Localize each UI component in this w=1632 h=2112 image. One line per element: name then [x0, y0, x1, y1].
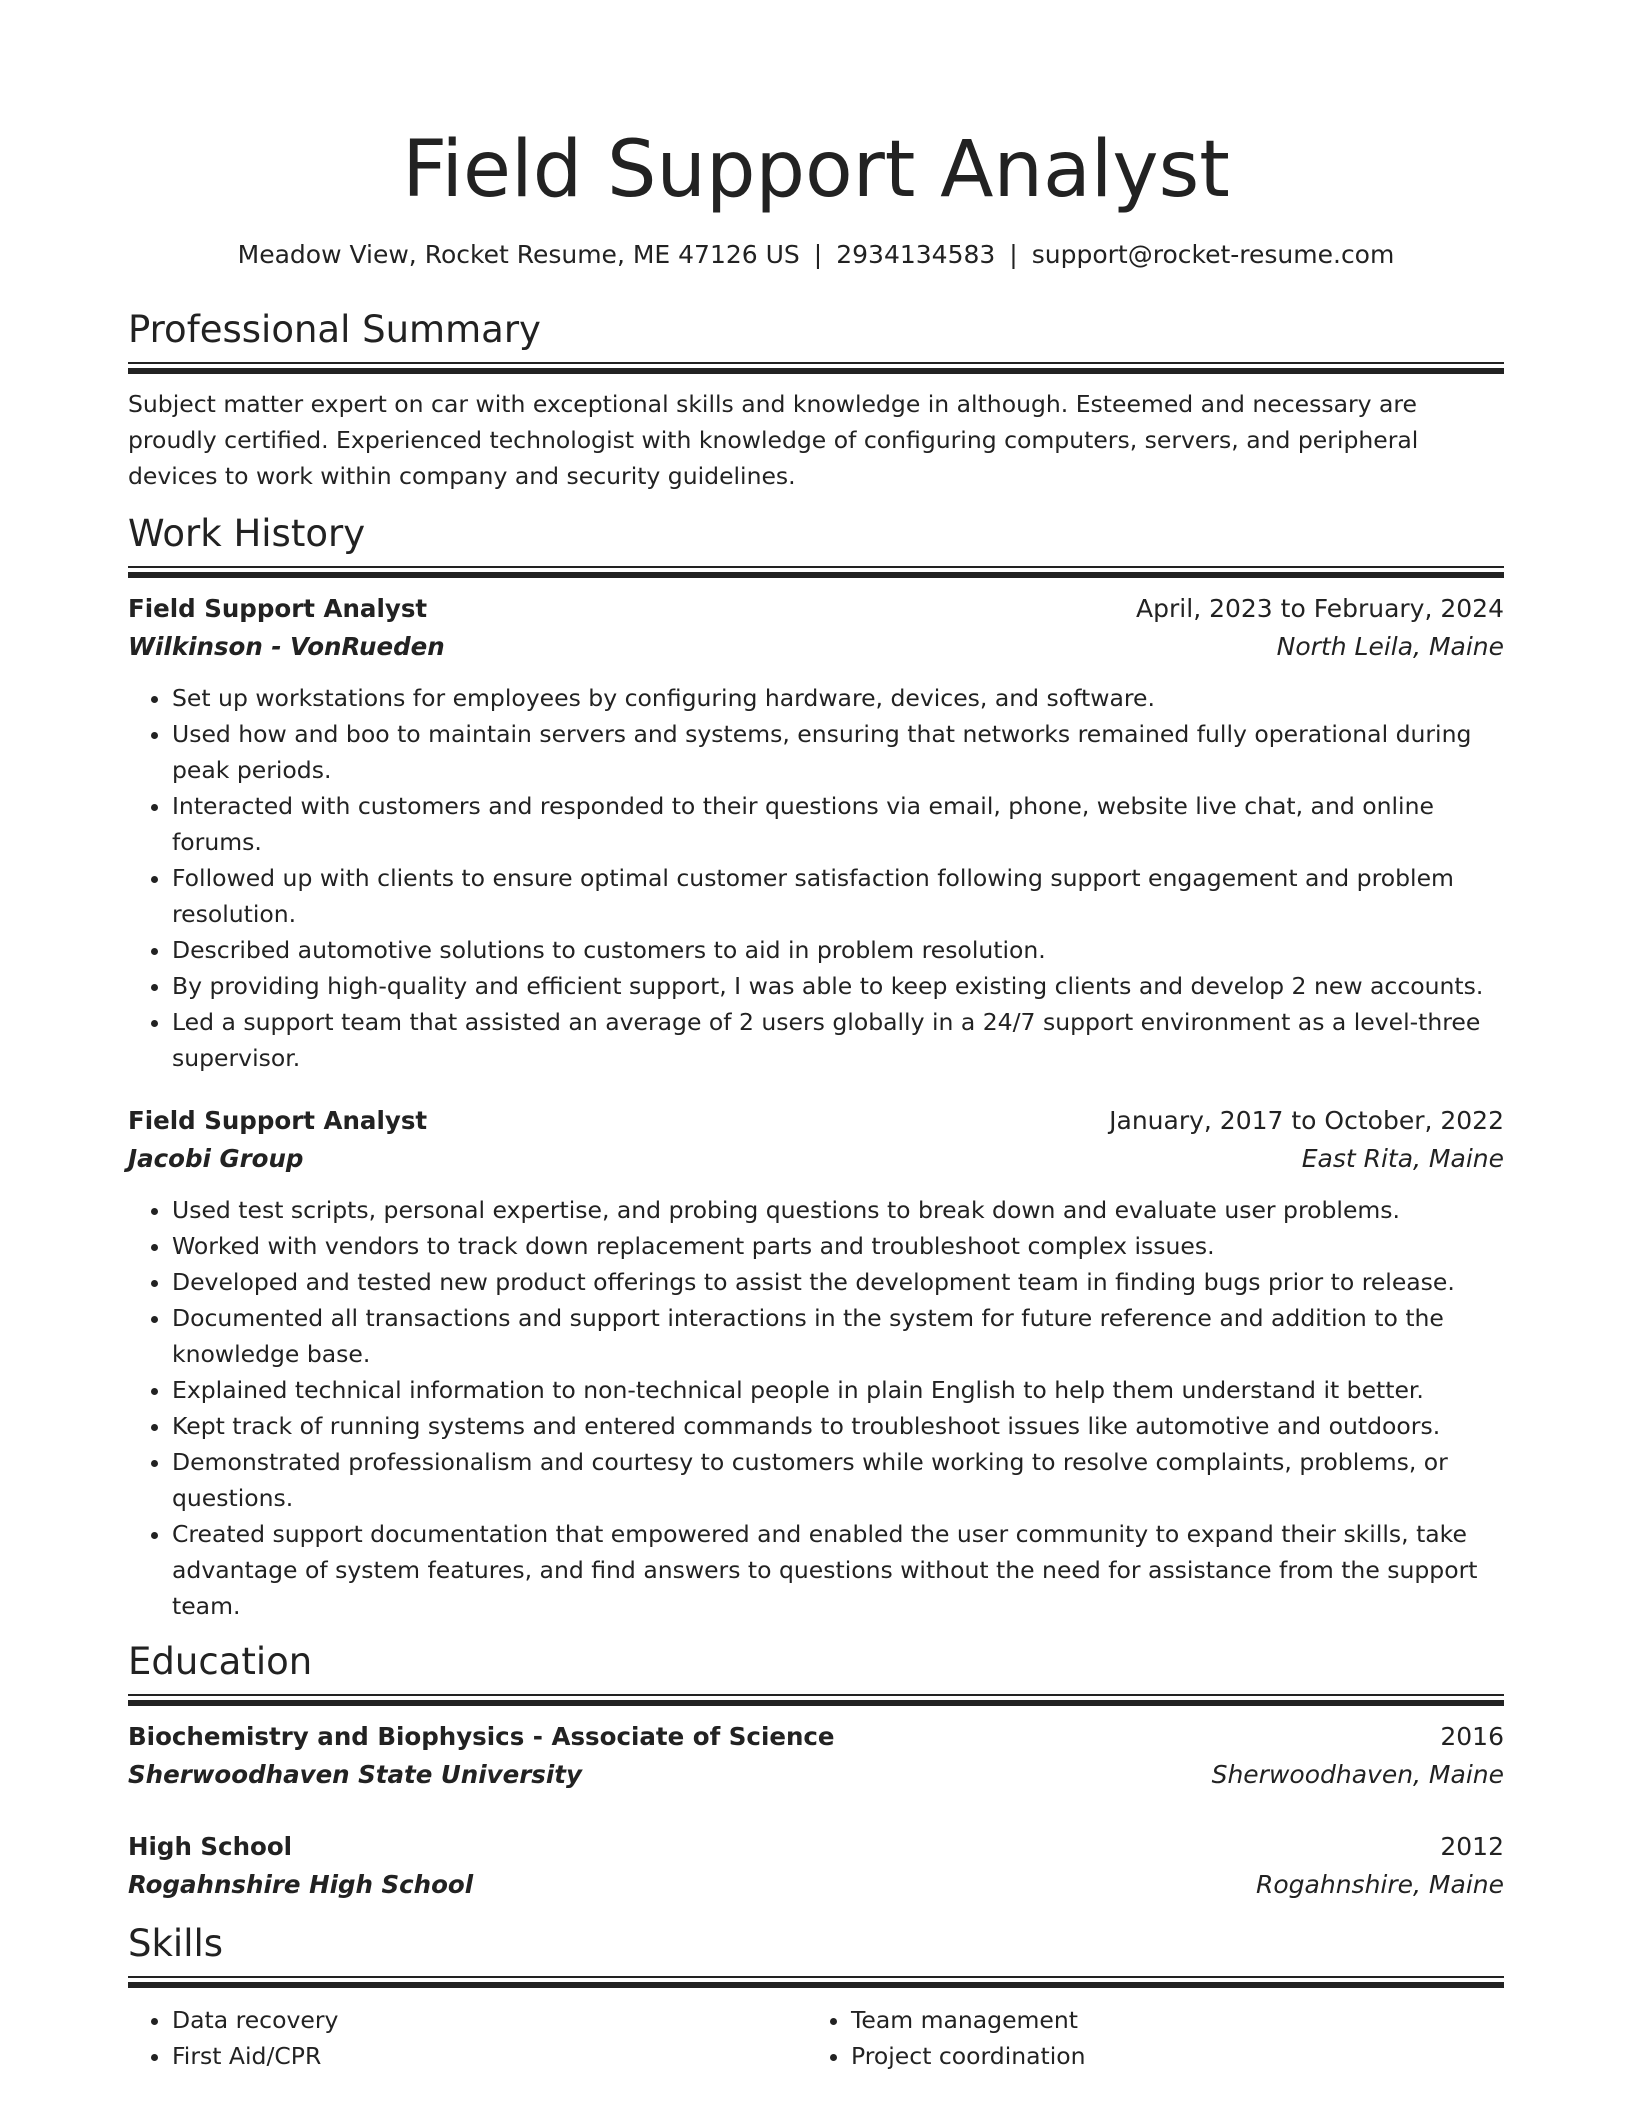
summary-section [128, 306, 1504, 494]
list-item: • Led a support team that assisted an average of 2 users globally in a 24/7 support environment as a level-three supervisor. [172, 1004, 1504, 1076]
education-school: Sherwoodhaven State University [128, 1760, 582, 1789]
education-school: Rogahnshire High School [128, 1870, 474, 1899]
list-item: • Demonstrated professionalism and courtesy to customers while working to resolve complaints, problems, or questions. [172, 1444, 1504, 1516]
contact-line [128, 238, 1504, 272]
education-year: 2012 [1440, 1832, 1504, 1861]
section-divider [128, 1694, 1504, 1706]
work-section [128, 510, 1504, 1624]
list-item: • Followed up with clients to ensure optimal customer satisfaction following support engagement and problem resolution. [172, 860, 1504, 932]
section-title-skills: Skills [128, 1922, 224, 1965]
resume-page [128, 0, 1504, 2074]
job-company: Wilkinson - VonRueden [128, 632, 445, 661]
job-title: Field Support Analyst [128, 1106, 428, 1135]
contact-phone: 2934134583 [836, 240, 996, 269]
job-location: East Rita, Maine [1301, 1144, 1504, 1173]
contact-separator: | [1009, 240, 1018, 269]
job-dates: April, 2023 to February, 2024 [1136, 594, 1504, 623]
education-entry [128, 1828, 1504, 1904]
job-entry [128, 1102, 1504, 1624]
education-year: 2016 [1440, 1722, 1504, 1751]
candidate-name: Field Support Analyst [402, 125, 1230, 215]
list-item: • Worked with vendors to track down replacement parts and troubleshoot complex issues. [172, 1228, 1504, 1264]
section-divider [128, 566, 1504, 578]
list-item: • Explained technical information to non-technical people in plain English to help them understand it better. [172, 1372, 1504, 1408]
education-degree: High School [128, 1832, 293, 1861]
contact-address: Meadow View, Rocket Resume, ME 47126 US [237, 240, 800, 269]
skills-grid [128, 2002, 1504, 2074]
summary-text: Subject matter expert on car with exceptional skills and knowledge in although. Esteemed and necessary are proudly certified. Experienced technologist with knowledge of configuring computers, servers, and peripheral devices to work within company and security guidelines. [128, 390, 1419, 490]
section-title-summary: Professional Summary [128, 308, 541, 351]
education-location: Sherwoodhaven, Maine [1211, 1760, 1504, 1789]
education-entry [128, 1718, 1504, 1794]
skill-item: • Data recovery [172, 2002, 807, 2038]
section-title-work: Work History [128, 512, 366, 555]
skill-item: • Team management [851, 2002, 1486, 2038]
skills-section [128, 1920, 1504, 2074]
education-location: Rogahnshire, Maine [1256, 1870, 1504, 1899]
section-divider [128, 1976, 1504, 1988]
education-section [128, 1638, 1504, 1904]
skill-item: • Project coordination [851, 2038, 1486, 2074]
job-company: Jacobi Group [128, 1144, 304, 1173]
list-item: • Used how and boo to maintain servers and systems, ensuring that networks remained fully operational during peak periods. [172, 716, 1504, 788]
list-item: • By providing high-quality and efficient support, I was able to keep existing clients and develop 2 new accounts. [172, 968, 1504, 1004]
list-item: • Described automotive solutions to customers to aid in problem resolution. [172, 932, 1504, 968]
job-bullets [128, 680, 1504, 1076]
job-location: North Leila, Maine [1276, 632, 1504, 661]
job-dates: January, 2017 to October, 2022 [1109, 1106, 1504, 1135]
list-item: • Used test scripts, personal expertise, and probing questions to break down and evaluate user problems. [172, 1192, 1504, 1228]
list-item: • Developed and tested new product offerings to assist the development team in finding bugs prior to release. [172, 1264, 1504, 1300]
job-entry [128, 590, 1504, 1076]
contact-email: support@rocket-resume.com [1031, 240, 1395, 269]
list-item: • Kept track of running systems and entered commands to troubleshoot issues like automotive and outdoors. [172, 1408, 1504, 1444]
list-item: • Documented all transactions and support interactions in the system for future reference and addition to the knowledge base. [172, 1300, 1504, 1372]
skills-column-left [128, 2002, 807, 2074]
section-divider [128, 362, 1504, 374]
list-item: • Interacted with customers and responded to their questions via email, phone, website live chat, and online forums. [172, 788, 1504, 860]
list-item: • Set up workstations for employees by configuring hardware, devices, and software. [172, 680, 1504, 716]
job-title: Field Support Analyst [128, 594, 428, 623]
skills-column-right [807, 2002, 1486, 2074]
education-degree: Biochemistry and Biophysics - Associate of Science [128, 1722, 835, 1751]
list-item: • Created support documentation that empowered and enabled the user community to expand their skills, take advantage of system features, and find answers to questions without the need for assistance from the support team. [172, 1516, 1504, 1624]
skill-item: • First Aid/CPR [172, 2038, 807, 2074]
job-bullets [128, 1192, 1504, 1624]
section-title-education: Education [128, 1640, 313, 1683]
contact-separator: | [813, 240, 823, 269]
